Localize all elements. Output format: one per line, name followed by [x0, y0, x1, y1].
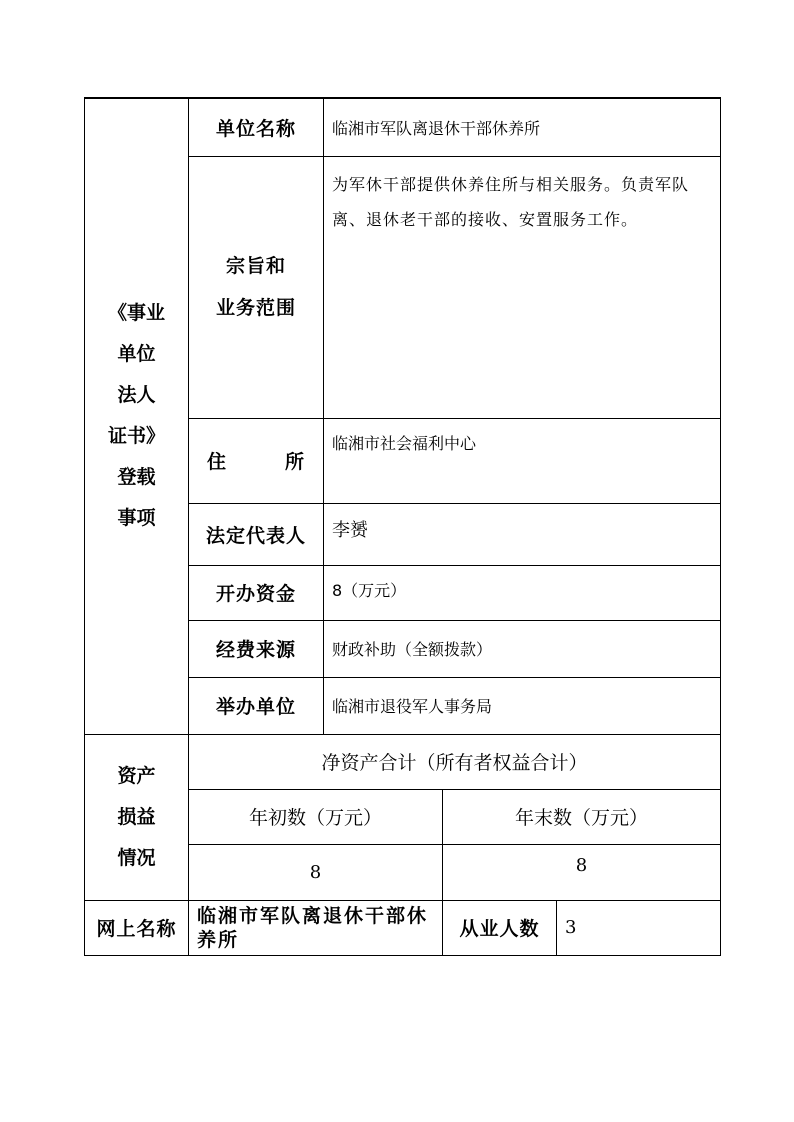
assets-section-label — [85, 734, 189, 900]
end-year-value: 8 — [443, 844, 721, 900]
legal-rep-value: 李赟 — [324, 503, 721, 565]
assets-label-line: 资产 — [117, 764, 156, 787]
purpose-label — [189, 156, 324, 418]
purpose-label-line: 业务范围 — [215, 297, 296, 319]
sponsor-label: 举办单位 — [189, 677, 324, 734]
address-label-part: 住 — [206, 451, 227, 473]
capital-value: 8（万元） — [324, 565, 721, 620]
side-label-line: 《事业 — [107, 302, 165, 325]
end-year-label: 年末数（万元） — [443, 789, 721, 844]
sponsor-value: 临湘市退役军人事务局 — [324, 677, 721, 734]
side-label-line: 法人 — [117, 384, 156, 407]
online-name-value: 临湘市军队离退休干部休养所 — [189, 900, 443, 955]
assets-label-line: 损益 — [117, 805, 156, 828]
side-label-line: 证书》 — [107, 425, 165, 448]
assets-label-line: 情况 — [117, 846, 156, 869]
online-name-label: 网上名称 — [85, 900, 189, 955]
begin-year-value: 8 — [189, 844, 443, 900]
address-label-part: 所 — [285, 451, 306, 473]
unit-name-label: 单位名称 — [189, 98, 324, 156]
purpose-value: 为军休干部提供休养住所与相关服务。负责军队离、退休老干部的接收、安置服务工作。 — [324, 156, 721, 418]
address-value: 临湘市社会福利中心 — [324, 418, 721, 503]
funding-label: 经费来源 — [189, 620, 324, 677]
registration-form — [84, 97, 721, 956]
legal-rep-label: 法定代表人 — [189, 503, 324, 565]
side-label-line: 登载 — [117, 466, 156, 489]
unit-name-value: 临湘市军队离退休干部休养所 — [324, 98, 721, 156]
employees-value: 3 — [557, 900, 721, 955]
funding-value: 财政补助（全额拨款） — [324, 620, 721, 677]
begin-year-label: 年初数（万元） — [189, 789, 443, 844]
purpose-label-line: 宗旨和 — [225, 255, 286, 277]
side-label-line: 事项 — [117, 507, 156, 530]
registration-section-label — [85, 98, 189, 734]
address-label — [189, 418, 324, 503]
employees-label: 从业人数 — [443, 900, 557, 955]
net-assets-label: 净资产合计（所有者权益合计） — [189, 734, 721, 789]
capital-label: 开办资金 — [189, 565, 324, 620]
side-label-line: 单位 — [117, 343, 156, 366]
